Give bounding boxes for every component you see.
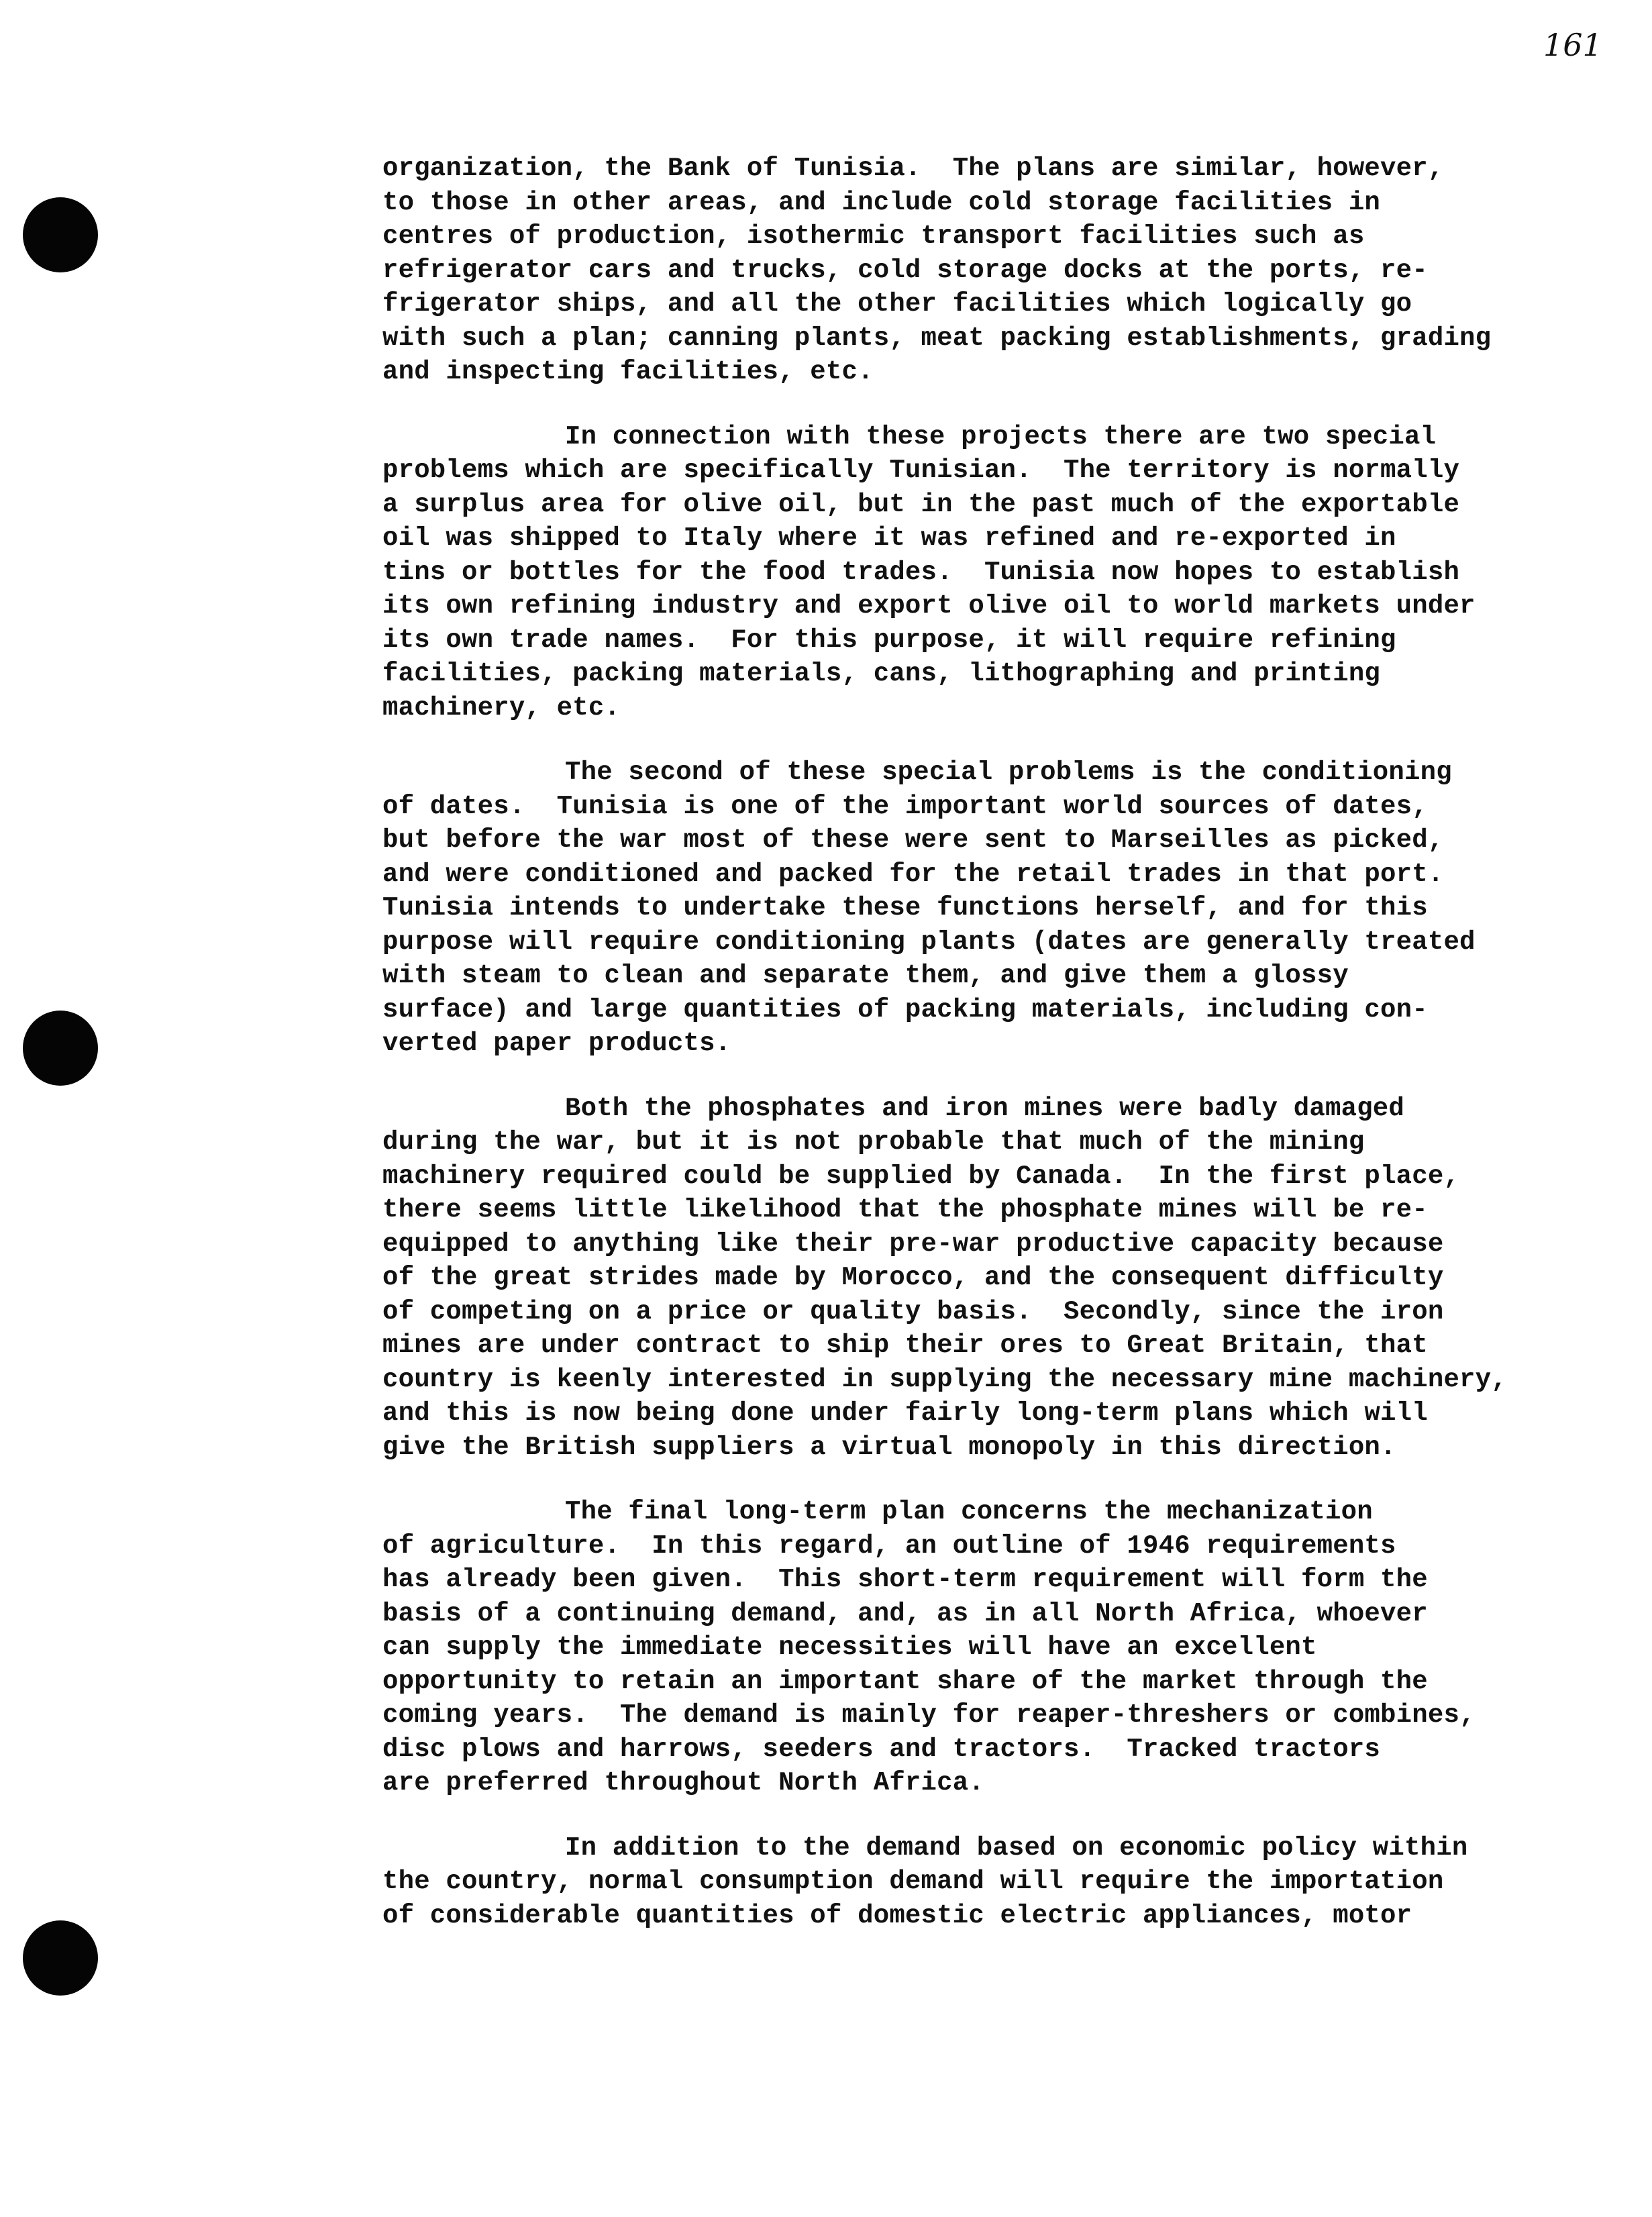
text-line: and this is now being done under fairly long-term plans which will	[382, 1398, 1428, 1428]
text-line: In addition to the demand based on economic policy within	[565, 1833, 1468, 1863]
punch-hole	[23, 1011, 98, 1086]
text-line: there seems little likelihood that the phosphate mines will be re-	[382, 1195, 1428, 1225]
text-line: during the war, but it is not probable that much of the mining	[382, 1127, 1365, 1157]
paragraph	[382, 756, 1631, 1061]
text-line: country is keenly interested in supplying the necessary mine machinery,	[382, 1364, 1507, 1394]
text-line: of the great strides made by Morocco, and the consequent difficulty	[382, 1263, 1444, 1292]
paragraph	[382, 152, 1631, 389]
text-line: the country, normal consumption demand will require the importation	[382, 1867, 1444, 1896]
text-line: frigerator ships, and all the other facilities which logically go	[382, 289, 1412, 319]
text-line: basis of a continuing demand, and, as in all North Africa, whoever	[382, 1598, 1428, 1629]
paragraph	[382, 1495, 1631, 1800]
text-line: disc plows and harrows, seeders and tractors. Tracked tractors	[382, 1734, 1381, 1764]
text-line: has already been given. This short-term requirement will form the	[382, 1565, 1428, 1594]
text-line: of considerable quantities of domestic electric appliances, motor	[382, 1900, 1412, 1930]
text-line: of agriculture. In this regard, an outline of 1946 requirements	[382, 1531, 1396, 1561]
text-line: and inspecting facilities, etc.	[382, 357, 874, 386]
text-line: to those in other areas, and include cold storage facilities in	[382, 187, 1381, 217]
text-line: and were conditioned and packed for the retail trades in that port.	[382, 859, 1444, 889]
text-line: tins or bottles for the food trades. Tunisia now hopes to establish	[382, 557, 1460, 587]
text-line: oil was shipped to Italy where it was refined and re-exported in	[382, 523, 1396, 553]
text-line: problems which are specifically Tunisian. The territory is normally	[382, 456, 1460, 485]
text-line: its own refining industry and export olive oil to world markets under	[382, 591, 1476, 621]
paragraph	[382, 1092, 1631, 1465]
text-line: coming years. The demand is mainly for reaper-threshers or combines,	[382, 1700, 1476, 1730]
text-line: purpose will require conditioning plants (dates are generally treated	[382, 927, 1476, 957]
punch-hole	[23, 1920, 98, 1996]
text-line: machinery, etc.	[382, 692, 621, 723]
page-number: 161	[1543, 27, 1602, 63]
text-line: centres of production, isothermic transport facilities such as	[382, 221, 1365, 251]
text-line: organization, the Bank of Tunisia. The plans are similar, however,	[382, 154, 1444, 183]
text-line: can supply the immediate necessities will have an excellent	[382, 1633, 1317, 1662]
text-line: with steam to clean and separate them, and give them a glossy	[382, 961, 1349, 990]
text-line: The final long-term plan concerns the mechanization	[565, 1497, 1373, 1527]
text-line: In connection with these projects there are two special	[565, 421, 1437, 452]
text-line: are preferred throughout North Africa.	[382, 1768, 984, 1798]
text-line: Tunisia intends to undertake these functions herself, and for this	[382, 893, 1428, 923]
text-line: its own trade names. For this purpose, it will require refining	[382, 625, 1396, 655]
text-line: but before the war most of these were sent to Marseilles as picked,	[382, 825, 1444, 855]
text-line: verted paper products.	[382, 1029, 731, 1058]
text-line: machinery required could be supplied by Canada. In the first place,	[382, 1161, 1460, 1191]
text-line: Both the phosphates and iron mines were badly damaged	[565, 1093, 1405, 1123]
text-line: with such a plan; canning plants, meat packing establishments, grading	[382, 323, 1492, 353]
text-line: equipped to anything like their pre-war productive capacity because	[382, 1229, 1444, 1259]
text-line: mines are under contract to ship their ores to Great Britain, that	[382, 1331, 1428, 1360]
text-line: a surplus area for olive oil, but in the past much of the exportable	[382, 489, 1460, 519]
document-body	[382, 152, 1631, 1963]
text-line: of competing on a price or quality basis. Secondly, since the iron	[382, 1296, 1444, 1327]
text-line: give the British suppliers a virtual monopoly in this direction.	[382, 1432, 1396, 1462]
text-line: facilities, packing materials, cans, lithographing and printing	[382, 659, 1381, 688]
text-line: surface) and large quantities of packing materials, including con-	[382, 994, 1428, 1025]
punch-hole	[23, 197, 98, 272]
text-line: of dates. Tunisia is one of the important world sources of dates,	[382, 791, 1428, 821]
text-line: opportunity to retain an important share of the market through the	[382, 1666, 1428, 1696]
text-line: refrigerator cars and trucks, cold storage docks at the ports, re-	[382, 255, 1428, 285]
text-line: The second of these special problems is the conditioning	[565, 758, 1452, 787]
paragraph	[382, 1831, 1631, 1933]
paragraph	[382, 420, 1631, 725]
